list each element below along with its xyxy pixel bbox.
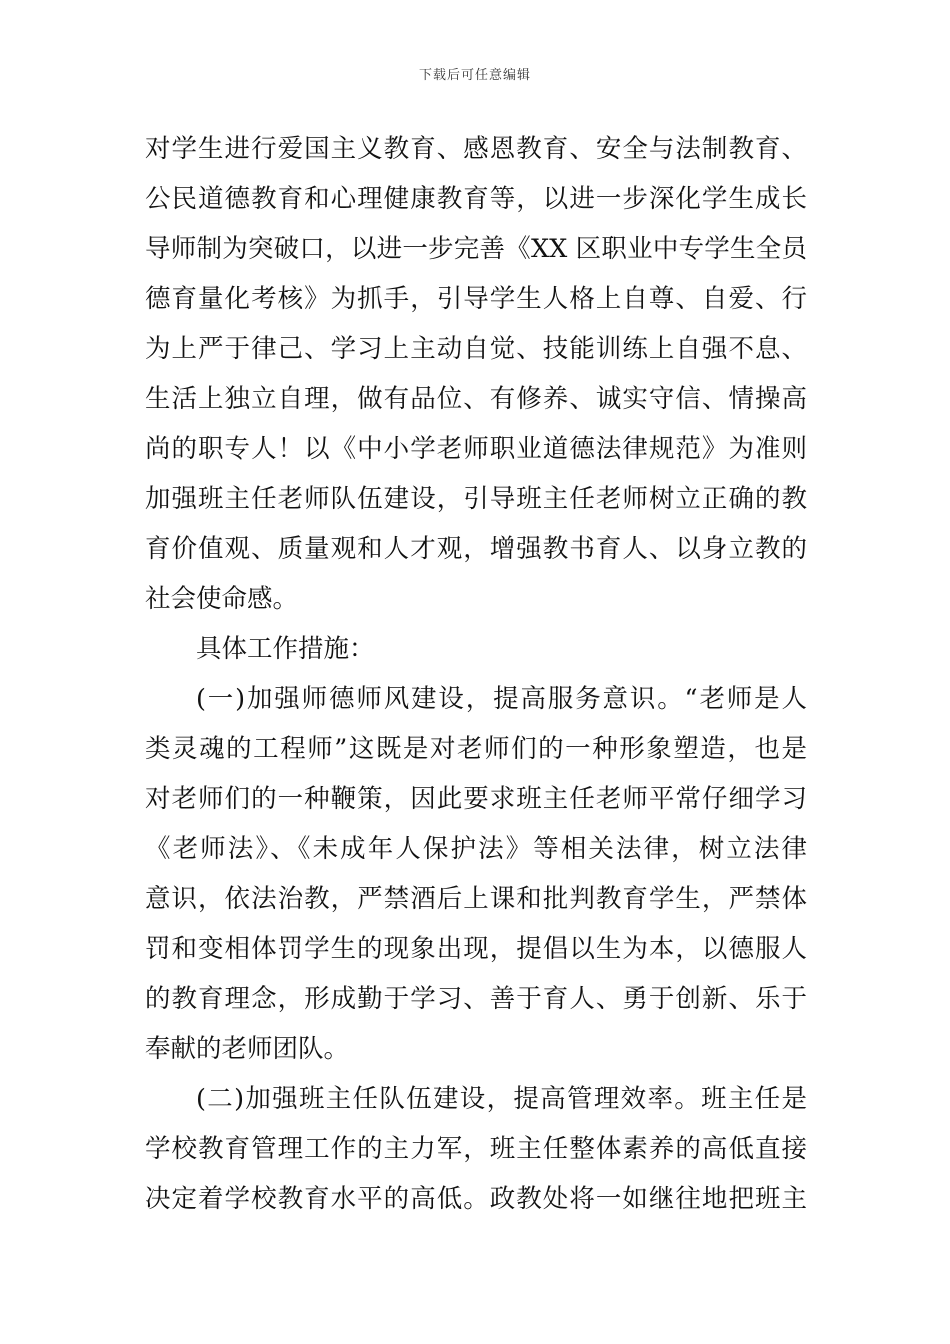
text-line: 为上严于律己、学习上主动自觉、技能训练上自强不息、 xyxy=(145,334,807,364)
text-line: 学校教育管理工作的主力军，班主任整体素养的高低直接 xyxy=(145,1134,807,1164)
text-line: 育价值观、质量观和人才观，增强教书育人、以身立教的 xyxy=(145,534,807,564)
text-line: 类灵魂的工程师”这既是对老师们的一种形象塑造，也是 xyxy=(145,734,807,764)
text-line: 导师制为突破口，以进一步完善《XX 区职业中专学生全员 xyxy=(145,234,807,264)
text-line: 尚的职专人！以《中小学老师职业道德法律规范》为准则 xyxy=(145,434,807,464)
text-line: (二)加强班主任队伍建设，提高管理效率。班主任是 xyxy=(196,1084,807,1114)
text-line: 德育量化考核》为抓手，引导学生人格上自尊、自爱、行 xyxy=(145,284,807,314)
text-line: 的教育理念，形成勤于学习、善于育人、勇于创新、乐于 xyxy=(145,984,807,1014)
document-body xyxy=(145,124,807,1224)
text-line: (一)加强师德师风建设，提高服务意识。“老师是人 xyxy=(196,684,807,714)
text-line: 公民道德教育和心理健康教育等，以进一步深化学生成长 xyxy=(145,184,807,214)
text-line: 对老师们的一种鞭策，因此要求班主任老师平常仔细学习 xyxy=(145,784,807,814)
text-line: 决定着学校教育水平的高低。政教处将一如继往地把班主 xyxy=(145,1184,807,1214)
text-line: 奉献的老师团队。 xyxy=(145,1034,350,1064)
text-line: 罚和变相体罚学生的现象出现，提倡以生为本，以德服人 xyxy=(145,934,807,964)
text-line: 加强班主任老师队伍建设，引导班主任老师树立正确的教 xyxy=(145,484,807,514)
text-line: 《老师法》、《未成年人保护法》等相关法律，树立法律 xyxy=(145,834,807,864)
text-line: 意识，依法治教，严禁酒后上课和批判教育学生，严禁体 xyxy=(145,884,807,914)
page-header: 下载后可任意编辑 xyxy=(418,68,531,83)
text-line: 对学生进行爱国主义教育、感恩教育、安全与法制教育、 xyxy=(145,134,807,164)
text-line: 具体工作措施： xyxy=(196,634,375,664)
text-line: 社会使命感。 xyxy=(145,584,299,614)
text-line: 生活上独立自理，做有品位、有修养、诚实守信、情操高 xyxy=(145,384,807,414)
